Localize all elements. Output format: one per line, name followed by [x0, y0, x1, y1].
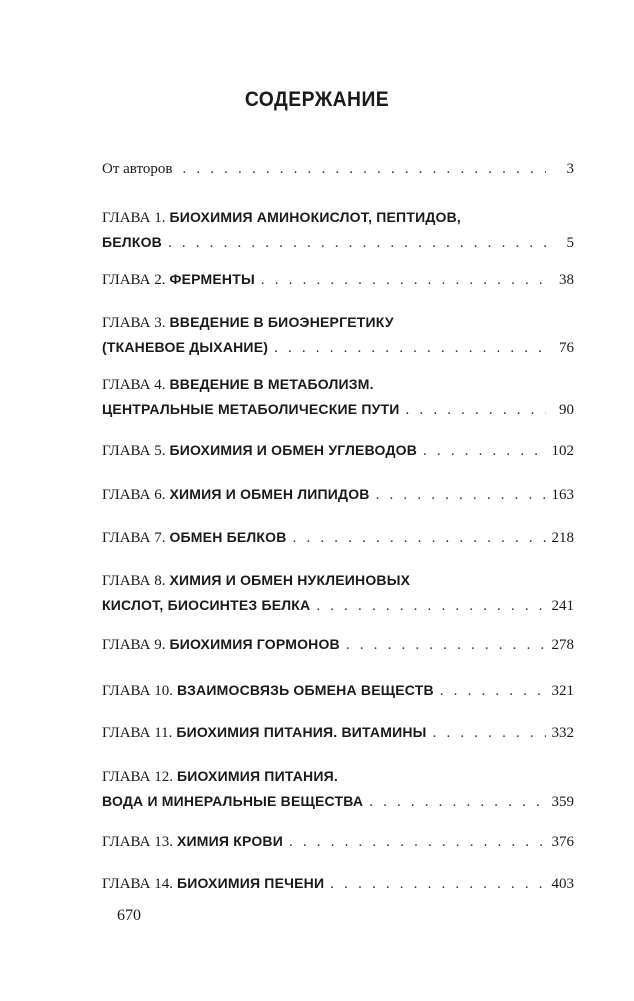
- chapter-number: ГЛАВА 14.: [102, 876, 173, 892]
- toc-entry[interactable]: [102, 568, 574, 618]
- toc-entry-row: [102, 205, 574, 230]
- toc-page-number: 403: [551, 876, 574, 892]
- chapter-number: ГЛАВА 2.: [102, 272, 166, 288]
- toc-entry[interactable]: [102, 372, 574, 422]
- chapter-title: ВОДА И МИНЕРАЛЬНЫЕ ВЕЩЕСТВА: [102, 793, 364, 809]
- toc-page-number: 3: [566, 161, 574, 177]
- toc-page-number: 278: [551, 637, 574, 653]
- page-number: 670: [117, 907, 141, 924]
- toc-entry-row: [102, 397, 574, 422]
- toc-entry[interactable]: [102, 632, 574, 657]
- toc-entry-row: [102, 230, 574, 255]
- toc-entry[interactable]: [102, 482, 574, 507]
- toc-entry[interactable]: [102, 267, 574, 292]
- chapter-number: ГЛАВА 10.: [102, 683, 173, 699]
- toc-entry[interactable]: [102, 871, 574, 896]
- toc-page-number: 163: [551, 487, 574, 503]
- leader-dots: [433, 721, 546, 745]
- chapter-title: ВВЕДЕНИЕ В МЕТАБОЛИЗМ.: [169, 376, 374, 392]
- leader-dots: [289, 830, 546, 854]
- toc-entry-row: [102, 157, 574, 181]
- leader-dots: [261, 268, 546, 292]
- toc-entry[interactable]: [102, 720, 574, 745]
- toc-entry[interactable]: [102, 525, 574, 550]
- chapter-number: ГЛАВА 4.: [102, 377, 166, 393]
- toc-entry-row: [102, 871, 574, 896]
- chapter-number: ГЛАВА 3.: [102, 315, 166, 331]
- chapter-title: ОБМЕН БЕЛКОВ: [169, 529, 287, 545]
- toc-page-number: 359: [551, 794, 574, 810]
- page-title: СОДЕРЖАНИЕ: [244, 88, 390, 111]
- toc-entry-row: [102, 525, 574, 550]
- toc-entry-row: [102, 678, 574, 703]
- toc-page-number: 332: [551, 725, 574, 741]
- leader-dots: [346, 633, 546, 657]
- chapter-title: БИОХИМИЯ ГОРМОНОВ: [169, 636, 340, 652]
- leader-dots: [440, 679, 546, 703]
- leader-dots: [369, 790, 545, 814]
- toc-entry[interactable]: [102, 438, 574, 463]
- toc-entry-row: [102, 372, 574, 397]
- chapter-number: ГЛАВА 6.: [102, 487, 166, 503]
- toc-entry-row: [102, 438, 574, 463]
- chapter-title: КИСЛОТ, БИОСИНТЕЗ БЕЛКА: [102, 597, 311, 613]
- toc-page-number: 376: [551, 834, 574, 850]
- toc-entry[interactable]: [102, 205, 574, 255]
- chapter-number: ГЛАВА 12.: [102, 769, 173, 785]
- toc-page-number: 218: [551, 530, 574, 546]
- leader-dots: [423, 439, 545, 463]
- chapter-title: ВЗАИМОСВЯЗЬ ОБМЕНА ВЕЩЕСТВ: [176, 682, 434, 698]
- chapter-title: (ТКАНЕВОЕ ДЫХАНИЕ): [102, 339, 269, 355]
- leader-dots: [293, 526, 546, 550]
- toc-entry-row: [102, 568, 574, 593]
- chapter-number: ГЛАВА 9.: [102, 637, 166, 653]
- chapter-title: БИОХИМИЯ И ОБМЕН УГЛЕВОДОВ: [169, 442, 418, 458]
- toc-entry-row: [102, 335, 574, 360]
- toc-page-number: 76: [559, 340, 574, 356]
- chapter-title: БИОХИМИЯ ПЕЧЕНИ: [176, 875, 325, 891]
- chapter-number: ГЛАВА 13.: [102, 834, 173, 850]
- leader-dots: [168, 231, 546, 255]
- toc-entry[interactable]: [102, 157, 574, 181]
- chapter-number: ГЛАВА 8.: [102, 573, 166, 589]
- toc-entry-row: [102, 632, 574, 657]
- toc-page-number: 38: [559, 272, 574, 288]
- leader-dots: [376, 483, 546, 507]
- chapter-title: БИОХИМИЯ АМИНОКИСЛОТ, ПЕПТИДОВ,: [169, 209, 461, 225]
- leader-dots: [406, 398, 546, 422]
- chapter-title: ХИМИЯ И ОБМЕН НУКЛЕИНОВЫХ: [169, 572, 411, 588]
- toc-entry[interactable]: [102, 829, 574, 854]
- chapter-title: ХИМИЯ КРОВИ: [176, 833, 283, 849]
- chapter-number: ГЛАВА 5.: [102, 443, 166, 459]
- chapter-title: ЦЕНТРАЛЬНЫЕ МЕТАБОЛИЧЕСКИЕ ПУТИ: [102, 401, 400, 417]
- chapter-title: ВВЕДЕНИЕ В БИОЭНЕРГЕТИКУ: [169, 314, 394, 330]
- toc-page-number: 102: [551, 443, 574, 459]
- toc-entry-row: [102, 789, 574, 814]
- toc-entry[interactable]: [102, 310, 574, 360]
- toc-entry-label: От авторов: [102, 161, 173, 177]
- toc-entry-row: [102, 267, 574, 292]
- toc-entry[interactable]: [102, 678, 574, 703]
- chapter-number: ГЛАВА 7.: [102, 530, 166, 546]
- toc-entry-row: [102, 310, 574, 335]
- chapter-number: ГЛАВА 11.: [102, 725, 173, 741]
- chapter-number: ГЛАВА 1.: [102, 210, 166, 226]
- leader-dots: [182, 157, 546, 181]
- chapter-title: ФЕРМЕНТЫ: [169, 271, 255, 287]
- toc-entry-row: [102, 482, 574, 507]
- chapter-title: БЕЛКОВ: [102, 234, 162, 250]
- toc-entry[interactable]: [102, 764, 574, 814]
- toc-entry-row: [102, 593, 574, 618]
- toc-page-number: 321: [551, 683, 574, 699]
- leader-dots: [330, 872, 545, 896]
- toc-entry-row: [102, 829, 574, 854]
- chapter-title: БИОХИМИЯ ПИТАНИЯ.: [176, 768, 338, 784]
- chapter-title: ХИМИЯ И ОБМЕН ЛИПИДОВ: [169, 486, 370, 502]
- toc-entry-row: [102, 720, 574, 745]
- toc-page-number: 241: [551, 598, 574, 614]
- leader-dots: [274, 336, 546, 360]
- toc-entry-row: [102, 764, 574, 789]
- toc-page-number: 5: [566, 235, 574, 251]
- toc-page-number: 90: [559, 402, 574, 418]
- chapter-title: БИОХИМИЯ ПИТАНИЯ. ВИТАМИНЫ: [176, 724, 427, 740]
- leader-dots: [316, 594, 545, 618]
